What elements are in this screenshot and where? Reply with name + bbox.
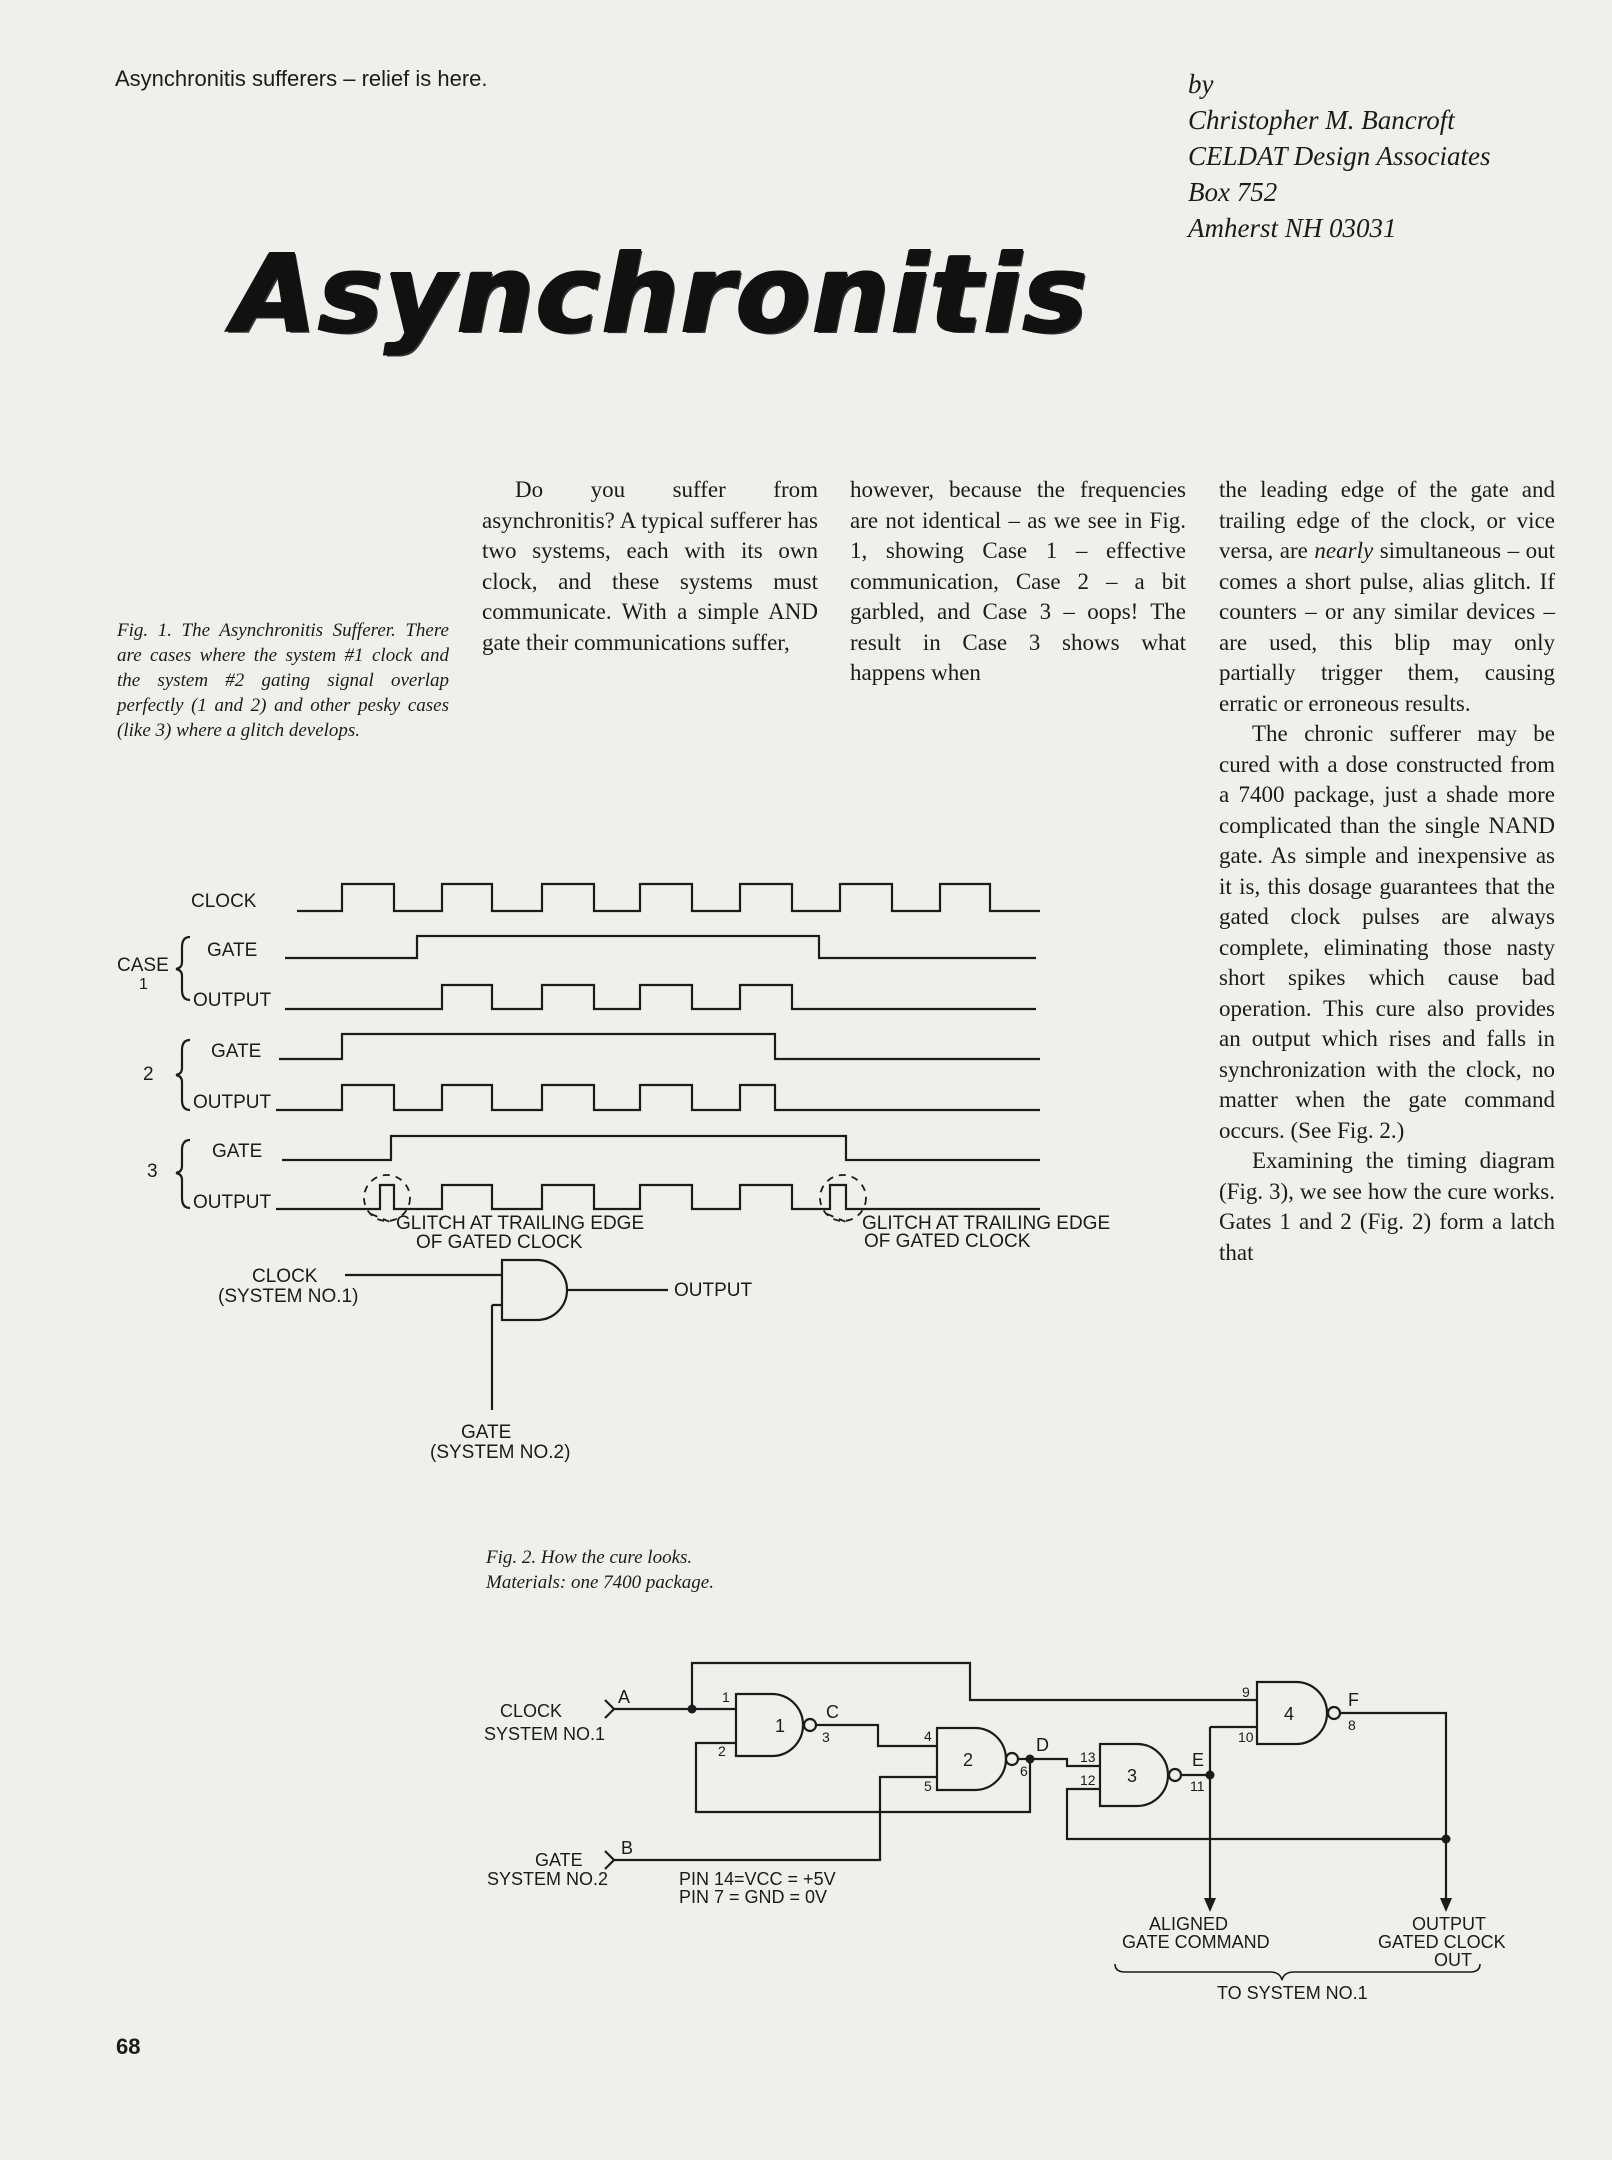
clock-waveform [297, 884, 1040, 911]
body-paragraph: however, because the frequencies are not identical – as we see in Fig. 1, showing Case 1 – effective communication, Case 2 – a bit garbled, and Case 3 – oops! The result in Case 3 shows what happens when [850, 477, 1186, 685]
byline-author: Christopher M. Bancroft [1188, 105, 1455, 135]
gate-4-number: 4 [1284, 1704, 1295, 1724]
fig2-pin7: PIN 7 = GND = 0V [679, 1887, 828, 1907]
pin-1: 1 [722, 1689, 730, 1705]
arrow-output [1440, 1898, 1452, 1912]
body-paragraph: the leading edge of the gate and trailing edge of the clock, or vice versa, are nearly simultaneous – out comes a short pulse, alias glitch. If counters – or any similar devices – are used, this blip may only partially trigger them, causing erratic or erroneous results. [1219, 477, 1556, 716]
arrow-aligned [1204, 1898, 1216, 1912]
pin-2: 2 [718, 1743, 726, 1759]
gate-3-number: 3 [1127, 1766, 1138, 1786]
schematic-output: OUTPUT [674, 1280, 753, 1301]
fig2-output-3: OUT [1434, 1950, 1472, 1970]
node-b-label: B [621, 1838, 634, 1858]
pin-13: 13 [1080, 1749, 1096, 1765]
nand-gate-3-bubble [1169, 1769, 1181, 1781]
fig2-gate-1: GATE [535, 1850, 583, 1870]
fig2-clock-1: CLOCK [500, 1701, 563, 1721]
body-paragraph: The chronic sufferer may be cured with a dose constructed from a 7400 package, just a shade more complicated than the single NAND gate. As simple and inexpensive as it is, this dosage guarantees that the gated clock pulses are always complete, eliminating those nasty short spikes which cause bad operation. This cure also provides an output which rises and falls in synchronization with the clock, no matter when the gate command occurs. (See Fig. 2.) [1219, 721, 1555, 1143]
glitch-leader-left [371, 1214, 395, 1224]
page-number: 68 [116, 2034, 141, 2059]
schematic-clock-2: (SYSTEM NO.1) [218, 1286, 359, 1307]
fig2-clock-2: SYSTEM NO.1 [484, 1724, 606, 1744]
body-paragraph: Examining the timing diagram (Fig. 3), we see how the cure works. Gates 1 and 2 (Fig. 2) form a latch that [1219, 1148, 1555, 1265]
node-c-label: C [826, 1702, 839, 1722]
fig2-aligned-1: ALIGNED [1149, 1914, 1229, 1934]
glitch-label-left-1: GLITCH AT TRAILING EDGE [396, 1213, 645, 1234]
schematic-gate-2: (SYSTEM NO.2) [430, 1442, 571, 1463]
pin-9: 9 [1242, 1684, 1250, 1700]
wire-a-up [692, 1663, 1257, 1709]
schematic-clock-1: CLOCK [252, 1266, 318, 1287]
junction-f [1442, 1835, 1451, 1844]
case3-output-waveform [276, 1185, 1040, 1209]
input-b-chevron [605, 1851, 614, 1869]
byline-box: Box 752 [1188, 177, 1278, 207]
gate-1-number: 1 [775, 1716, 786, 1736]
byline-company: CELDAT Design Associates [1188, 141, 1491, 171]
glitch-label-right-2: OF GATED CLOCK [864, 1231, 1031, 1252]
gate-2-number: 2 [963, 1750, 974, 1770]
case1-brace [176, 937, 190, 1000]
case2-brace [176, 1040, 190, 1110]
glitch-circle-right [820, 1175, 866, 1221]
label-case2-output: OUTPUT [193, 1092, 272, 1113]
wire-f [1340, 1713, 1446, 1905]
case2-output-waveform [276, 1085, 1040, 1110]
nand-gate-1-bubble [804, 1719, 816, 1731]
pin-12: 12 [1080, 1772, 1096, 1788]
label-case: CASE [117, 955, 169, 976]
and-gate [502, 1260, 567, 1320]
label-case-3: 3 [147, 1161, 158, 1182]
label-case3-output: OUTPUT [193, 1192, 272, 1213]
label-case3-gate: GATE [212, 1141, 263, 1162]
kicker: Asynchronitis sufferers – relief is here. [115, 66, 488, 91]
label-case1-gate: GATE [207, 940, 258, 961]
fig2-caption-line2: Materials: one 7400 package. [486, 1572, 714, 1593]
to-system-brace [1115, 1964, 1480, 1980]
label-clock: CLOCK [191, 891, 257, 912]
label-case2-gate: GATE [211, 1041, 262, 1062]
fig2-output-2: GATED CLOCK [1378, 1932, 1506, 1952]
glitch-label-left-2: OF GATED CLOCK [416, 1232, 583, 1253]
label-case-2: 2 [143, 1064, 154, 1085]
wire-c [816, 1725, 937, 1746]
input-a-chevron [605, 1700, 614, 1718]
and-input-2 [492, 1305, 502, 1410]
junction-e [1206, 1771, 1215, 1780]
pin-5: 5 [924, 1778, 932, 1794]
pin-8: 8 [1348, 1717, 1356, 1733]
fig2-output-1: OUTPUT [1412, 1914, 1486, 1934]
nand-gate-2-bubble [1006, 1753, 1018, 1765]
case3-brace [176, 1140, 190, 1208]
glitch-leader-right [827, 1214, 851, 1224]
byline-by: by [1188, 69, 1214, 99]
emphasis: nearly [1314, 538, 1374, 563]
byline-city: Amherst NH 03031 [1188, 213, 1397, 243]
node-e-label: E [1192, 1750, 1205, 1770]
fig2-caption-line1: Fig. 2. How the cure looks. [486, 1547, 693, 1568]
fig2-gate-2: SYSTEM NO.2 [487, 1869, 609, 1889]
schematic-gate-1: GATE [461, 1422, 512, 1443]
nand-gate-1 [736, 1694, 803, 1756]
case2-gate-waveform [279, 1034, 1040, 1059]
label-case-1: 1 [139, 976, 148, 993]
fig2-pin14: PIN 14=VCC = +5V [679, 1869, 836, 1889]
wire-g3-in2 [1067, 1789, 1448, 1839]
fig1-caption: Fig. 1. The Asynchronitis Sufferer. There are cases where the system #1 clock and the system #2 gating signal overlap perfectly (1 and 2) and other pesky cases (like 3) where a glitch develops. [117, 620, 449, 741]
article-title: Asynchronitis [232, 232, 1089, 357]
case1-gate-waveform [285, 936, 1036, 958]
fig2-to-system: TO SYSTEM NO.1 [1217, 1983, 1368, 2003]
body-paragraph: Do you suffer from asynchronitis? A typical sufferer has two systems, each with its own clock, and these systems must communicate. With a simple AND gate their communications suffer, [482, 477, 818, 655]
case1-output-waveform [285, 985, 1036, 1009]
node-d-label: D [1036, 1735, 1049, 1755]
pin-11: 11 [1190, 1778, 1205, 1794]
pin-4: 4 [924, 1728, 932, 1744]
label-case1-output: OUTPUT [193, 990, 272, 1011]
pin-6: 6 [1020, 1763, 1028, 1779]
wire-g2-out-feedback [696, 1743, 1030, 1812]
pin-10: 10 [1238, 1729, 1254, 1745]
case3-gate-waveform [282, 1136, 1040, 1160]
node-f-label: F [1348, 1690, 1359, 1710]
wire-b [614, 1777, 937, 1860]
fig2-aligned-2: GATE COMMAND [1122, 1932, 1270, 1952]
pin-3: 3 [822, 1729, 830, 1745]
nand-gate-4-bubble [1328, 1707, 1340, 1719]
junction-a [688, 1705, 697, 1714]
node-a-label: A [618, 1687, 631, 1707]
glitch-label-right-1: GLITCH AT TRAILING EDGE [862, 1213, 1111, 1234]
